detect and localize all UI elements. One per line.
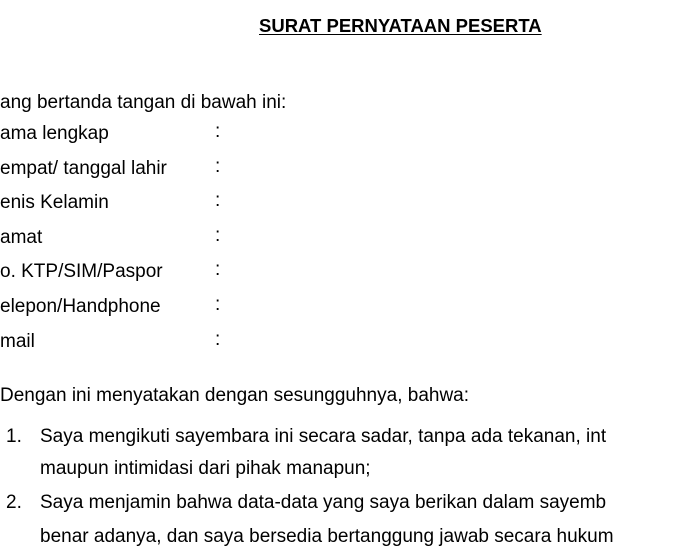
field-colon-id: : [215, 259, 221, 280]
field-colon-gender: : [215, 190, 221, 211]
intro-text: ang bertanda tangan di bawah ini: [0, 92, 287, 113]
field-colon-address: : [215, 225, 221, 246]
field-label-birth: empat/ tanggal lahir [0, 158, 167, 179]
statement-text: Dengan ini menyatakan dengan sesungguhnya, bahwa: [0, 385, 470, 406]
field-label-name: ama lengkap [0, 123, 109, 144]
field-label-phone: elepon/Handphone [0, 296, 161, 317]
field-label-address: amat [0, 227, 43, 248]
field-colon-phone: : [215, 294, 221, 315]
field-label-gender: enis Kelamin [0, 192, 109, 213]
field-label-id: o. KTP/SIM/Paspor [0, 261, 163, 282]
list-item-line: Saya menjamin bahwa data-data yang saya berikan dalam sayemb [40, 492, 607, 513]
field-colon-birth: : [215, 156, 221, 177]
list-item-number: 2. [6, 492, 22, 513]
list-item-line: maupun intimidasi dari pihak manapun; [40, 458, 371, 479]
field-colon-email: : [215, 329, 221, 350]
list-item-line: Saya mengikuti sayembara ini secara sadar, tanpa ada tekanan, int [40, 426, 607, 447]
list-item-line: benar adanya, dan saya bersedia bertanggung jawab secara hukum [40, 526, 614, 547]
document-title: SURAT PERNYATAAN PESERTA [259, 15, 542, 36]
field-colon-name: : [215, 121, 221, 142]
list-item-number: 1. [6, 426, 22, 447]
field-label-email: mail [0, 331, 35, 352]
